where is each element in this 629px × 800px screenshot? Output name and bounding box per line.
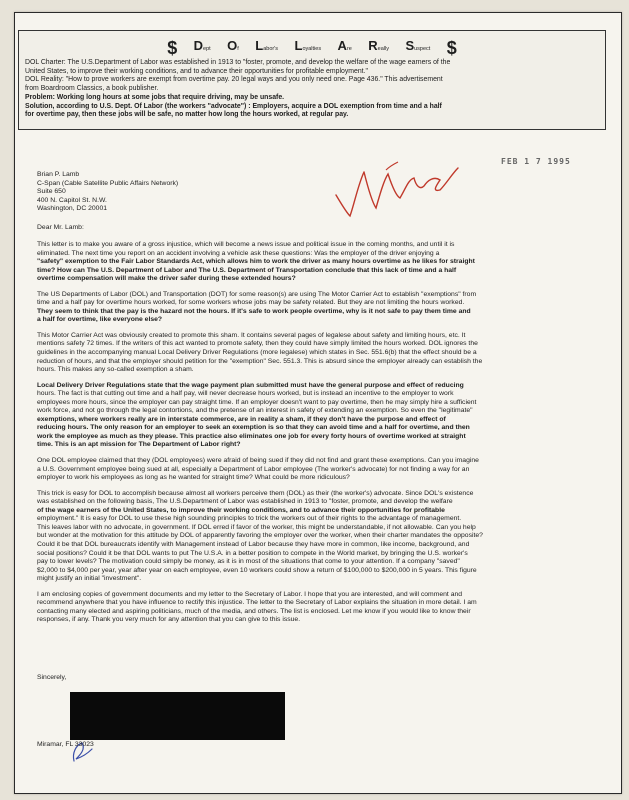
acronym-word: Are — [337, 38, 352, 53]
paragraph-line: hours. The fact is that cutting out time and a half pay, will never decrease hours worked, but is instead an incentive to the employer to work — [37, 390, 454, 398]
letter-paragraph — [37, 457, 597, 483]
letter-paragraph — [37, 291, 597, 325]
paragraph-line: was established on the following basis, The U.S.Department of Labor was established in 1913 to "foster, promote, and develop the welfare — [37, 498, 453, 506]
header-text — [25, 59, 599, 120]
paragraph-line: might justify an initial "investment". — [37, 575, 142, 583]
paragraph-line: a half for overtime, like everyone else? — [37, 316, 163, 324]
paragraph-line: guidelines in the accompanying manual Local Delivery Driver Regulations (more legalese) which states in Sec. 551.6(b) that the effect should be a — [37, 349, 477, 357]
acronym-word: Labor's — [255, 38, 279, 53]
paragraph-line: hours. This makes any so-called exemption a sham. — [37, 366, 194, 374]
letter-paragraph — [37, 591, 597, 625]
paragraph-line: I am enclosing copies of government documents and my letter to the Secretary of Labor. I hope that you are interested, and will comment and — [37, 590, 463, 598]
paragraph-line: time. This is an apt mission for The Department of Labor right? — [37, 441, 241, 449]
redaction-block — [70, 692, 285, 740]
acronym-word: Really — [368, 38, 389, 53]
paragraph-line: reducing hours. The only reason for an employer to seek an exemption is so that they can avoid time and a half for overtime, and then — [37, 424, 470, 432]
header-line: Problem: Working long hours at some jobs that require driving, may be unsafe. — [25, 93, 285, 101]
letter-paragraph — [37, 490, 597, 584]
paragraph-line: Local Delivery Driver Regulations state that the wage payment plan submitted must have the general purpose and effect of reducing — [37, 381, 464, 389]
acronym-word: Suspect — [405, 38, 431, 53]
letter-paragraph — [37, 332, 597, 375]
paragraph-line: This trick is easy for DOL to accomplish because almost all workers perceive them (DOL) as their (the worker's) advocate. Since DOL's existence — [37, 489, 474, 497]
paragraph-line: employer to work his employees as long as he wanted for straight time? What could be more ridiculous? — [37, 474, 350, 482]
paragraph-line: This Motor Carrier Act was obviously created to promote this sham. It contains several pages of legalese about safety and limiting hours, etc. It — [37, 331, 466, 339]
acronym-title — [25, 34, 599, 58]
paragraph-line: Could it be that DOL bureaucrats identify with Management instead of Labor because they have more in common, like income, background, and — [37, 540, 470, 548]
paragraph-line: work the employee as much as they please. This practice also eliminates one job for every forty hours of overtime worked at straight — [37, 432, 466, 440]
dollar-sign-left: $ — [167, 37, 178, 58]
paragraph-line: employment." It is easy for DOL to use these high sounding principles to trick the workers out of their rights to the advantage of management. — [37, 515, 462, 523]
paragraph-line: reduction of hours, and that the employer should petition for the "exemption" Sec. 551.3. This is absurd since the employer already can establish the — [37, 357, 483, 365]
paragraph-line: This leaves labor with no advocate, in government. If DOL erred if favor of the worker, this might be understandable, if not allowable. Can you help — [37, 523, 476, 531]
paragraph-line: pay to lower levels? The motivation could simply be money, as it is in most of the situations that come to your attention. If a company "saved" — [37, 558, 460, 566]
header-line: Solution, according to U.S. Dept. Of Labor (the workers "advocate") : Employers, acquire a DOL exemption from time and a half — [25, 102, 442, 110]
acronym-word: Loyalties — [294, 38, 322, 53]
acronym-word: Of — [227, 38, 239, 53]
header-line: DOL Charter: The U.S.Department of Labor was established in 1913 to "foster, promote, and develop the welfare of the wage earners of the — [25, 59, 451, 66]
salutation: Dear Mr. Lamb: — [37, 224, 84, 231]
paragraph-line: One DOL employee claimed that they (DOL employees) were afraid of being sued if they did not find and grant these exemptions. Can you imagine — [37, 457, 479, 465]
paragraph-line: overtime compensation will make the driver safer during these extended hours? — [37, 275, 296, 283]
paragraph-line: They seem to think that the pay is the hazard not the hours. If it's safe to work people overtime, why is it not safe to pay them time and — [37, 307, 471, 315]
recipient-address: Brian P. Lamb C-Span (Cable Satellite Public Affairs Network) Suite 650 400 N. Capitol St. N.W. Washington, DC 20001 — [37, 171, 179, 213]
header-line: from Boardroom Classics, a book publisher. — [25, 85, 159, 93]
paragraph-line: "safety" exemption to the Fair Labor Standards Act, which allows him to work the driver as many hours overtime as he likes for straight — [37, 258, 475, 266]
letter-paragraph — [37, 382, 597, 450]
paragraph-line: The US Departments of Labor (DOL) and Transportation (DOT) for some reason(s) are using The Motor Carrier Act to establish "exemptions" from — [37, 290, 477, 298]
handwritten-red-signature — [328, 150, 468, 230]
paragraph-line: a U.S. Government employee being sued at all, especially a Department of Labor employee (The worker's advocate) for not finding a way for an — [37, 465, 470, 473]
paragraph-line: recommend anywhere that you have influence to rectify this injustice. The letter to the Secretary of Labor explains the situation in more detail. I am — [37, 599, 477, 607]
paragraph-line: mentions safety 72 times. If the writers of this act wanted to promote safety, then they could have simply limited the hours worked. DOL ignores the — [37, 340, 478, 348]
paragraph-line: employees more hours, since the employer can pay straight time. If an employer doesn't want to pay overtime, then he may simply hire a sufficient — [37, 398, 477, 406]
paragraph-line: contacting many elected and aspiring politicians, much of the media, and others. The list is enclosed. Let me know if you would like to know their — [37, 607, 471, 615]
closing: Sincerely, — [37, 674, 67, 681]
header-line: for overtime pay, then these jobs will be safe, no matter how long the hours worked, at regular pay. — [25, 111, 349, 119]
dollar-sign-right: $ — [446, 37, 457, 58]
paragraph-line: work force, and not go through the legal contortions, and the pretense of an interest in safety of extending an exemption. So even the "legitimate" — [37, 407, 473, 415]
signer-location: Miramar, FL 33023 — [37, 741, 94, 748]
letter-body — [37, 241, 597, 632]
paragraph-line: eliminated. The next time you report on an accident involving a vehicle ask these questions: Was the employer of the driver enjoying a — [37, 249, 440, 257]
paragraph-line: time? How can The U.S. Department of Labor and The U.S. Department of Transportation conclude that this lack of time and a half — [37, 266, 457, 274]
paragraph-line: responses, if any. Thank you very much for any attention that you can give to this issue. — [37, 616, 301, 624]
paragraph-line: but wonder at the motivation for this attitude by DOL of apparently favoring the employer over the worker, when their charter mandates the opposite? — [37, 532, 483, 540]
paragraph-line: $2,000 to $4,000 per year, year after year on each employee, even 10 workers could show a return of $100,000 to $200,000 in 5 years. This figure — [37, 566, 477, 574]
paragraph-line: time and a half pay for overtime hours worked, for some workers whose jobs may be safety related. But they are not limiting the hours worked. — [37, 299, 465, 307]
header-line: United States, to improve their working conditions, and to advance their opportunities for profitable employment." — [25, 67, 368, 75]
letter-paragraph — [37, 241, 597, 284]
acronym-word: Dept — [193, 38, 211, 53]
paragraph-line: of the wage earners of the United States, to improve their working conditions, and to advance their opportunities for profitable — [37, 506, 445, 514]
paragraph-line: exemptions, where workers really are in interstate commerce, are in reality a sham, if they don't have the purpose and effect of — [37, 415, 446, 423]
received-date-stamp: FEB 1 7 1995 — [501, 157, 571, 166]
header-box — [18, 30, 606, 130]
header-line: DOL Reality: "How to prove workers are exempt from overtime pay. 20 legal ways and you only need one. Page 436." This advertisement — [25, 76, 443, 84]
paragraph-line: This letter is to make you aware of a gross injustice, which will become a news issue and political issue in the coming months, and until it is — [37, 241, 455, 248]
paragraph-line: social positions? Could it be that DOL wants to put The U.S.A. in a better position to compete in the World market, by bringing the U.S. worker's — [37, 549, 468, 557]
